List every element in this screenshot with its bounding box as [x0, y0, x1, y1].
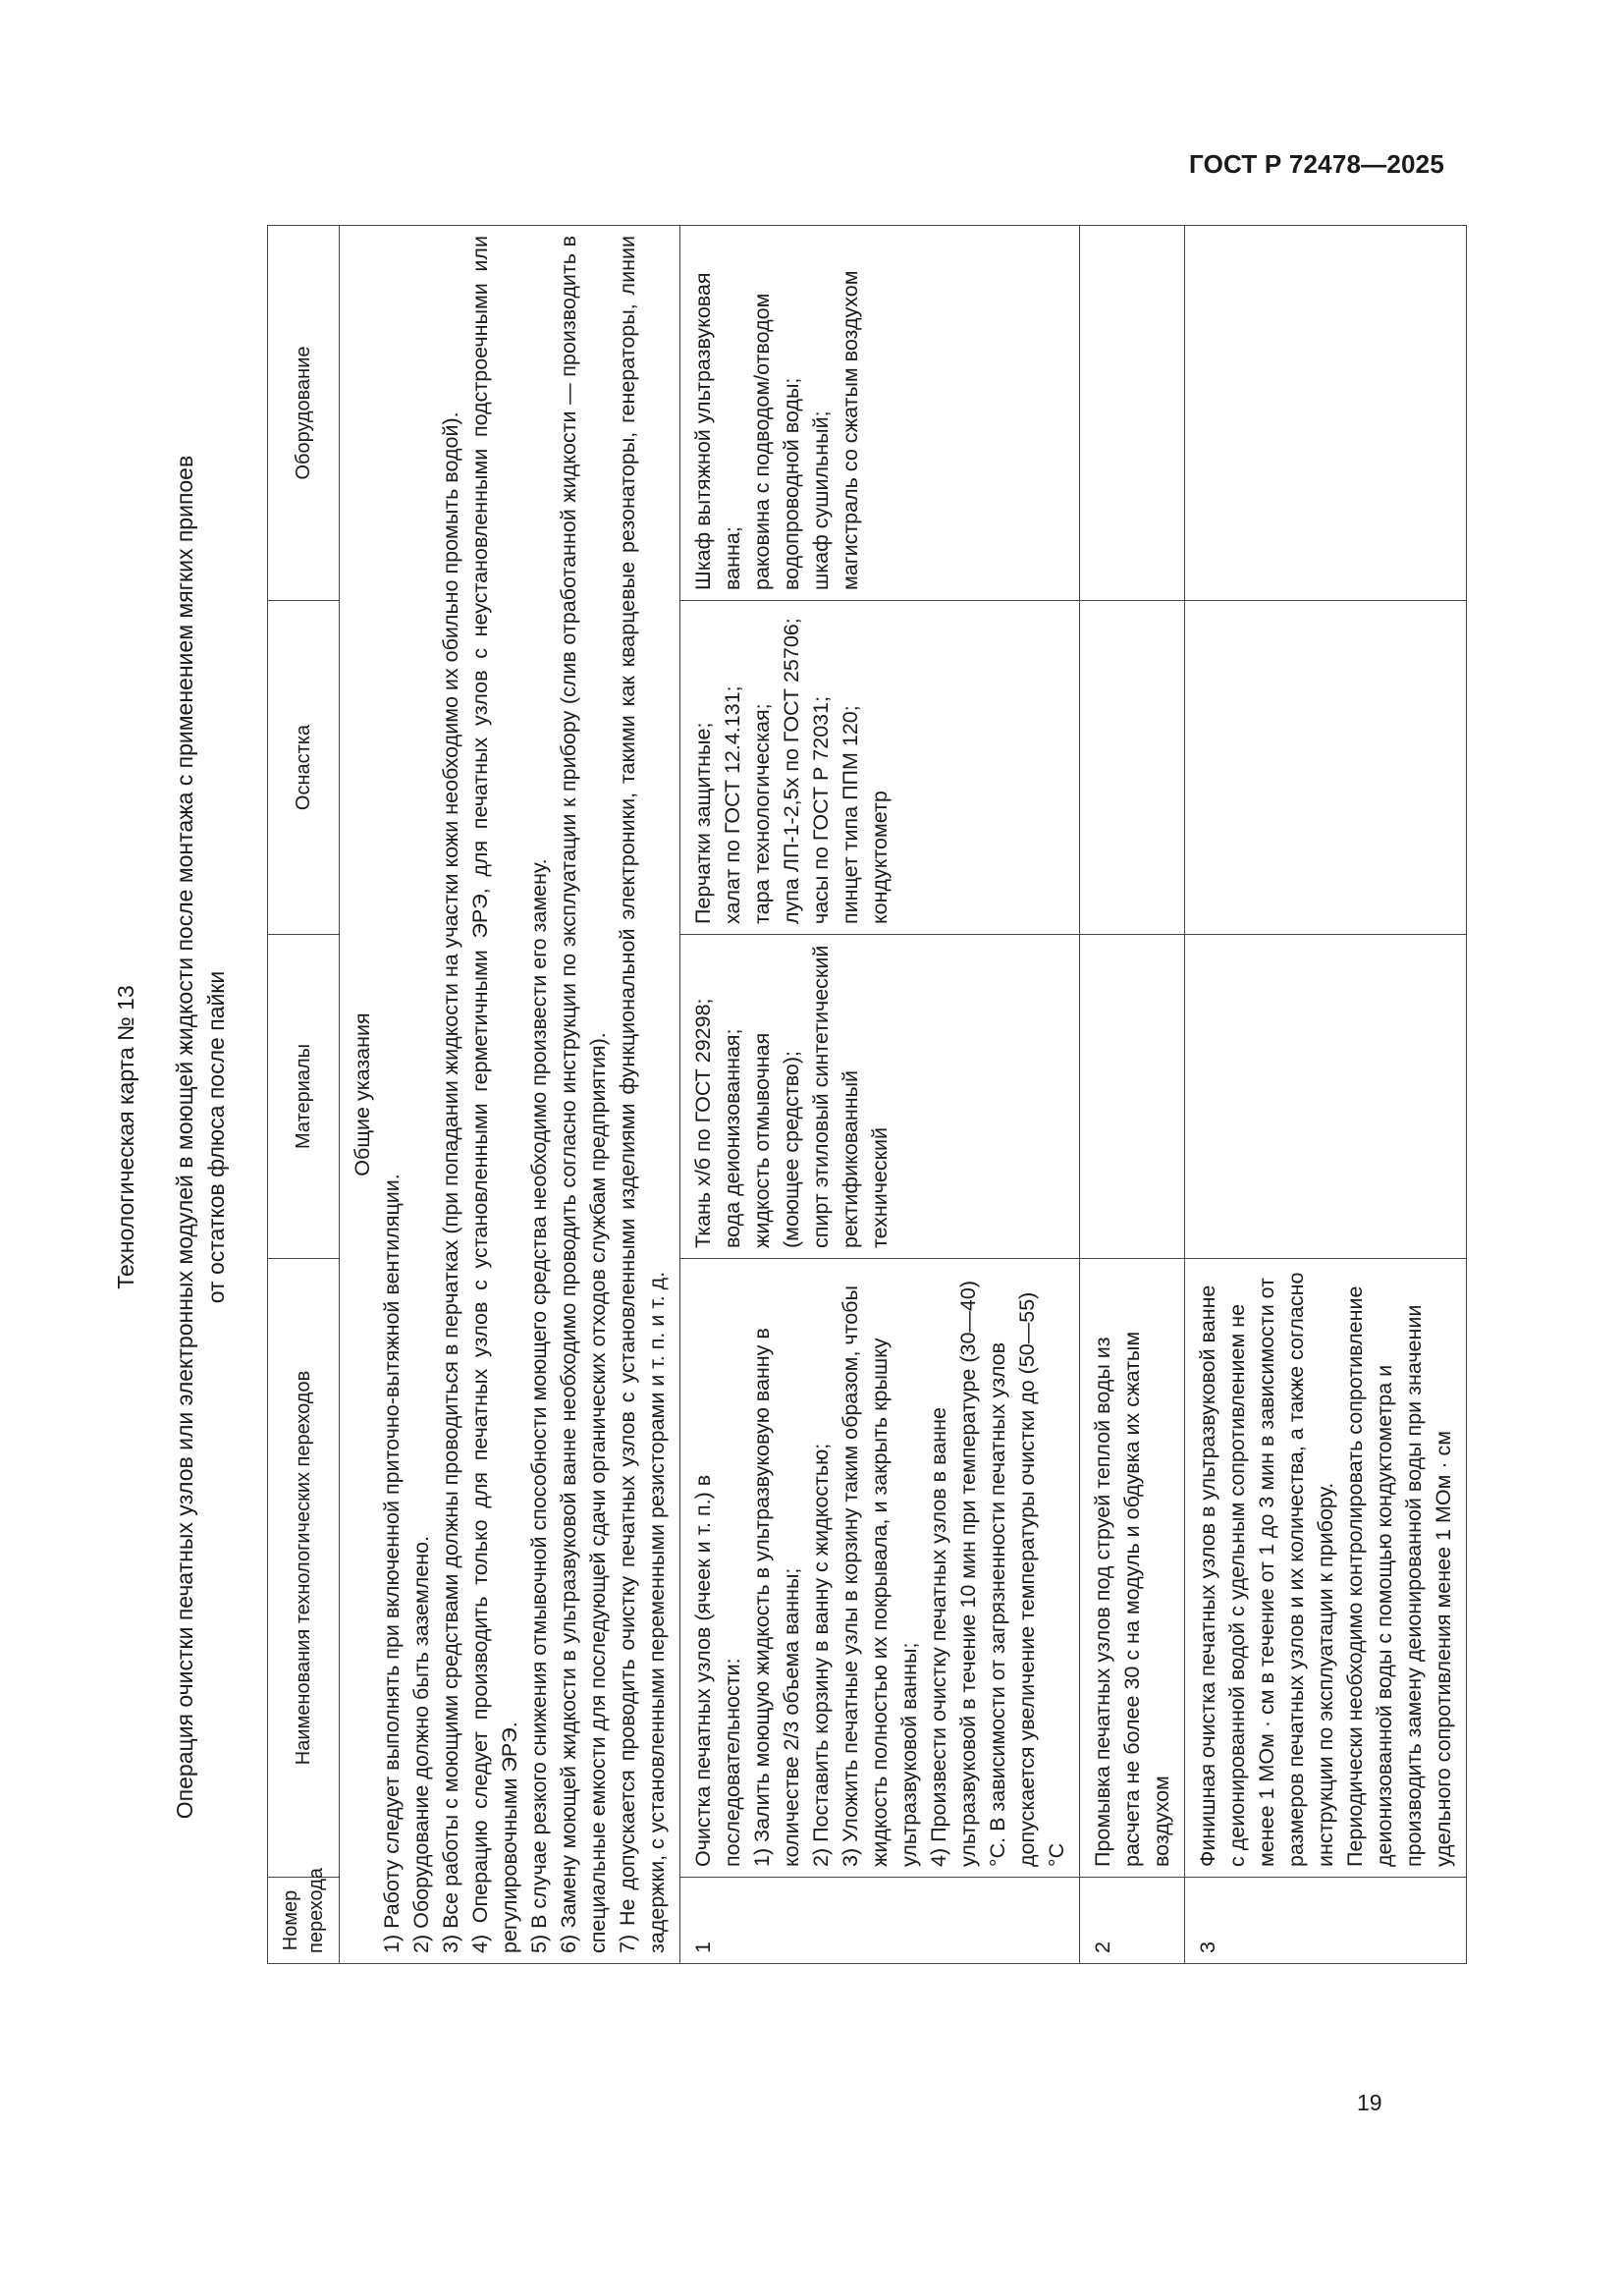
- operation-title-line-1: Операция очистки печатных узлов или электронных модулей в моющей жидкости после монтажа с применением мягких припоев: [172, 455, 197, 1820]
- material-item: вода деионизованная;: [721, 1028, 744, 1248]
- general-item: 2) Оборудование должно быть заземлено.: [409, 1535, 433, 1953]
- transition-line: 1) Залить моющую жидкость в ультразвуковую ванну в количестве 2/3 объема ванны;: [750, 1328, 803, 1867]
- document-code: ГОСТ Р 72478—2025: [1189, 149, 1444, 179]
- general-instructions: [340, 226, 680, 1964]
- material-item: спирт этиловый синтетический ректификованный технический: [809, 945, 892, 1248]
- general-item: 6) Замену моющей жидкости в ультразвуковой ванне необходимо проводить согласно инструкции по эксплуатации к прибору (слив отработанной жидкости — производить в специальные емкости для последующей сдачи органических отходов службам предприятия).: [557, 236, 610, 1953]
- table-row: [680, 226, 1080, 1964]
- equipment-item: Шкаф вытяжной ультразвуковая ванна;: [691, 272, 744, 590]
- transition-name: [1080, 1259, 1185, 1878]
- transition-line: Очистка печатных узлов (ячеек и т. п.) в последовательности:: [691, 1474, 744, 1867]
- header-tooling: Оснастка: [268, 601, 340, 935]
- transition-line: Финишная очистка печатных узлов в ультразвуковой ванне с деионированной водой с удельным сопротивлением не менее 1 МОм · см в течение от 1 до 3 мин в зависимости от размеров печатных узлов и их количества, а также согласно инструкции по эксплуатации к прибору.: [1196, 1272, 1337, 1867]
- header-number: Номер перехода: [268, 1878, 340, 1964]
- transition-number: 1: [680, 1878, 1080, 1964]
- transition-number: 3: [1185, 1878, 1467, 1964]
- transition-line: Промывка печатных узлов под струей теплой воды из расчета не более 30 с на модуль и обдувка их сжатым воздухом: [1091, 1331, 1173, 1867]
- tooling-item: Перчатки защитные;: [691, 722, 715, 924]
- tooling-item: тара технологическая;: [750, 703, 774, 924]
- tooling-cell: [680, 601, 1080, 935]
- table-row: [1185, 226, 1467, 1964]
- general-item: 5) В случае резкого снижения отмывочной способности моющего средства необходимо произвести его замену.: [527, 858, 551, 1953]
- material-item: жидкость отмывочная (моющее средство);: [750, 1032, 803, 1248]
- equipment-item: шкаф сушильный;: [809, 410, 833, 590]
- materials-cell: [680, 935, 1080, 1259]
- general-item: 4) Операцию следует производить только для печатных узлов с установленными герметичными ЭРЭ, для печатных узлов с неустановленными подстроечными или регулировочными ЭРЭ.: [468, 236, 521, 1953]
- header-materials: Материалы: [268, 935, 340, 1259]
- general-item: 3) Все работы с моющими средствами должны проводиться в перчатках (при попадании жидкости на участки кожи необходимо их обильно промыть водой).: [439, 411, 462, 1953]
- header-equipment: Оборудование: [268, 226, 340, 601]
- tooling-cell: [1080, 601, 1185, 935]
- operation-title: [169, 212, 232, 2062]
- materials-cell: [1080, 935, 1185, 1259]
- page-number: 19: [1357, 2090, 1382, 2115]
- transition-line: 3) Уложить печатные узлы в корзину таким образом, чтобы жидкость полностью их покрывала, и закрыть крышку ультразвуковой ванны;: [839, 1285, 921, 1867]
- equipment-cell: [1185, 226, 1467, 601]
- operation-title-line-2: от остатков флюса после пайки: [203, 970, 229, 1304]
- card-title: Технологическая карта № 13: [113, 985, 138, 1289]
- rotated-page-content: [110, 212, 1455, 2062]
- general-instructions-row: [340, 226, 680, 1964]
- transition-line: Периодически необходимо контролировать сопротивление деионизованной воды с помощью кондуктометра и производить замену деионированной воды при значении удельного сопротивления менее 1 МОм · см: [1343, 1285, 1455, 1867]
- transition-name: [1185, 1259, 1467, 1878]
- tooling-item: халат по ГОСТ 12.4.131;: [721, 685, 744, 924]
- tooling-item: лупа ЛП-1-2,5х по ГОСТ 25706;: [780, 618, 803, 924]
- transition-name: [680, 1259, 1080, 1878]
- tooling-item: кондуктометр: [868, 791, 892, 924]
- tooling-cell: [1185, 601, 1467, 935]
- table-header-row: [268, 226, 340, 1964]
- materials-cell: [1185, 935, 1467, 1259]
- transition-line: 4) Произвести очистку печатных узлов в ванне ультразвуковой в течение 10 мин при температуре (30—40) °С. В зависимости от загрязненности печатных узлов допускается увеличение температуры очистки до (50—55) °С: [927, 1281, 1068, 1867]
- tooling-item: пинцет типа ППМ 120;: [839, 705, 862, 924]
- general-heading: Общие указания: [351, 1012, 374, 1176]
- transition-number: 2: [1080, 1878, 1185, 1964]
- material-item: Ткань х/б по ГОСТ 29298;: [691, 998, 715, 1248]
- table-row: [1080, 226, 1185, 1964]
- header-name: Наименования технологических переходов: [268, 1259, 340, 1878]
- tooling-item: часы по ГОСТ Р 72031;: [809, 695, 833, 924]
- equipment-item: магистраль со сжатым воздухом: [839, 270, 862, 590]
- general-item: 1) Работу следует выполнять при включенной приточно-вытяжной вентиляции.: [380, 1174, 404, 1953]
- equipment-item: раковина с подводом/отводом водопроводной воды;: [750, 293, 803, 590]
- equipment-cell: [1080, 226, 1185, 601]
- transition-line: 2) Поставить корзину в ванну с жидкостью;: [809, 1443, 833, 1867]
- general-item: 7) Не допускается проводить очистку печатных узлов с установленными изделиями функциональной электроники, такими как кварцевые резонаторы, генераторы, линии задержки, с установленными переменными резисторами и т. п. и т. д.: [616, 236, 669, 1953]
- technology-card-table: [267, 225, 1467, 1964]
- equipment-cell: [680, 226, 1080, 601]
